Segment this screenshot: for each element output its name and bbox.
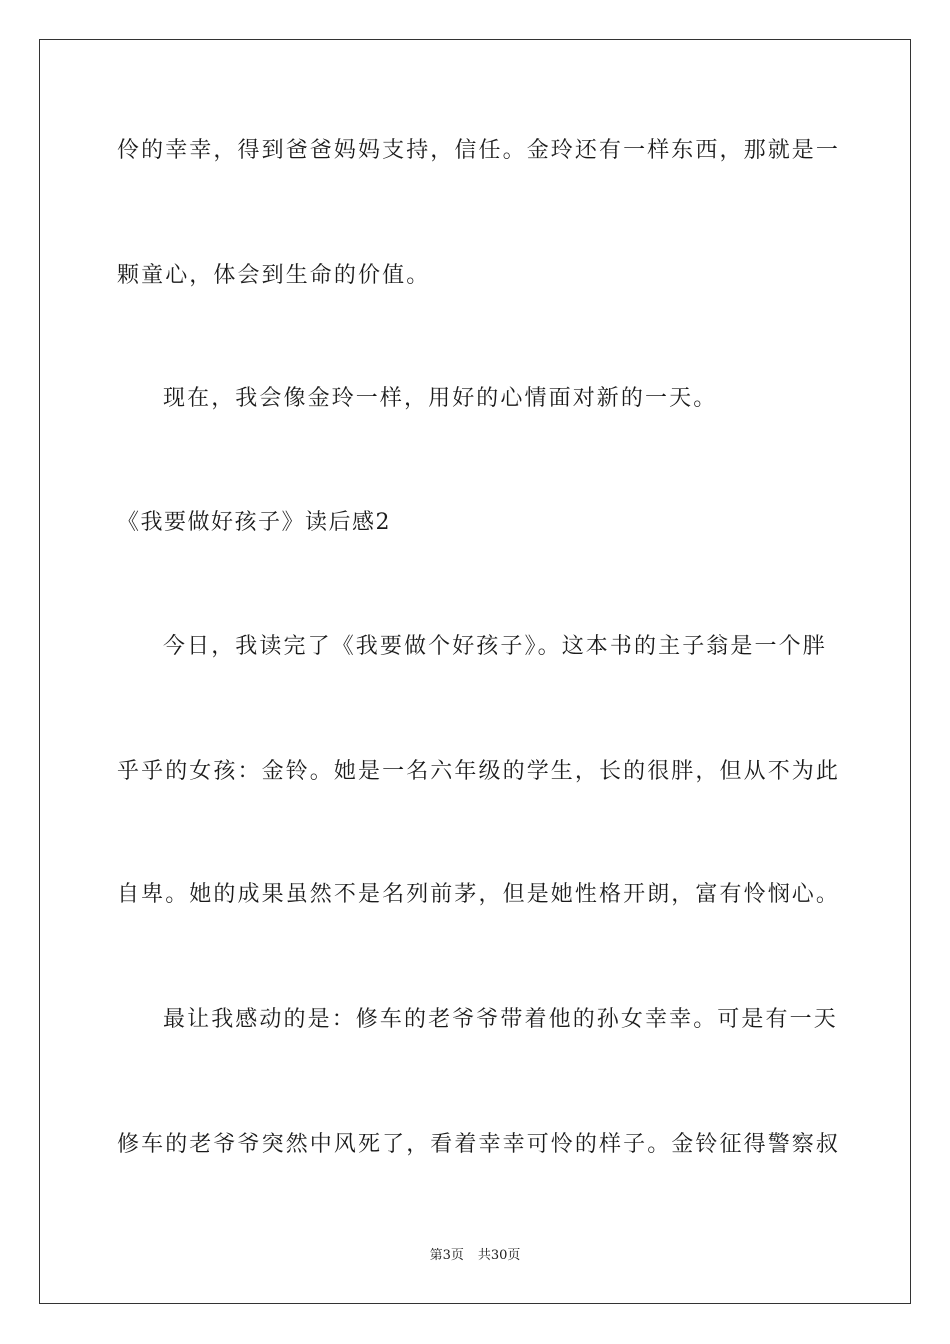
paragraph-line: 自卑。她的成果虽然不是名列前茅，但是她性格开朗，富有怜悯心。 [117, 882, 841, 907]
page-total: 共30页 [477, 1248, 521, 1263]
paragraph-line: 现在，我会像金玲一样，用好的心情面对新的一天。 [163, 386, 718, 411]
paragraph-line: 颗童心，体会到生命的价值。 [117, 263, 431, 288]
page-border [39, 39, 911, 1304]
paragraph-line: 今日，我读完了《我要做个好孩子》。这本书的主子翁是一个胖 [163, 634, 827, 659]
page-footer [0, 1248, 950, 1264]
page-number: 第3页 [429, 1248, 464, 1263]
paragraph-line: 伶的幸幸，得到爸爸妈妈支持，信任。金玲还有一样东西，那就是一 [117, 138, 841, 163]
paragraph-line: 最让我感动的是：修车的老爷爷带着他的孙女幸幸。可是有一天 [163, 1007, 838, 1032]
paragraph-line: 修车的老爷爷突然中风死了，看着幸幸可怜的样子。金铃征得警察叔 [117, 1132, 841, 1157]
section-heading: 《我要做好孩子》读后感2 [117, 510, 391, 535]
paragraph-line: 乎乎的女孩：金铃。她是一名六年级的学生，长的很胖，但从不为此 [117, 759, 841, 784]
